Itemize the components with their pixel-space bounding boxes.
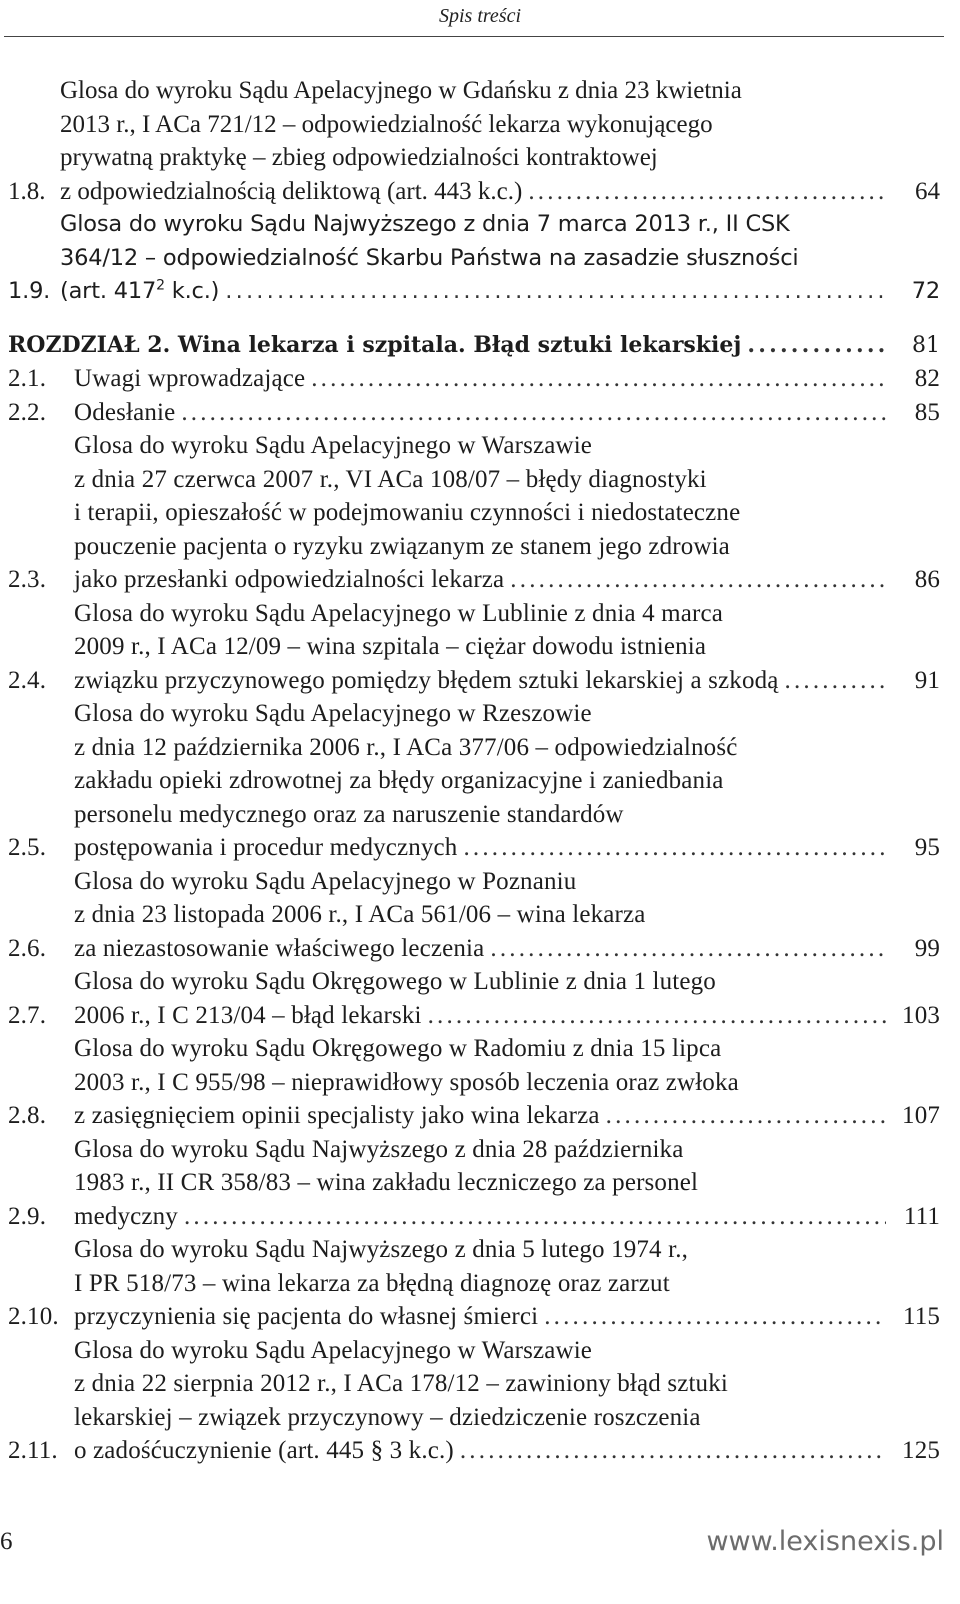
toc-entry-line: i terapii, opieszałość w podejmowaniu czynności i niedostateczne xyxy=(74,499,741,526)
dot-leader xyxy=(528,175,886,209)
toc-entry-number: 2.9. xyxy=(8,1202,47,1230)
toc-entry[interactable] xyxy=(8,597,940,698)
dot-leader xyxy=(510,563,886,597)
toc-entry[interactable] xyxy=(8,1334,940,1468)
toc-entry-line xyxy=(60,275,219,309)
dot-leader xyxy=(225,275,886,309)
toc-entry-1-9[interactable] xyxy=(8,208,940,309)
toc-entry-line: Glosa do wyroku Sądu Apelacyjnego w Gdańsku z dnia 23 kwietnia xyxy=(60,77,742,104)
toc-page-number: 81 xyxy=(912,332,940,358)
toc-entry-line: o zadośćuczynienie (art. 445 § 3 k.c.) xyxy=(74,1437,454,1464)
toc-entry-number: 2.5. xyxy=(8,834,47,861)
toc-entry-line: Glosa do wyroku Sądu Najwyższego z dnia 7 marca 2013 r., II CSK xyxy=(60,211,790,237)
toc-entry-line: Glosa do wyroku Sądu Apelacyjnego w Lublinie z dnia 4 marca xyxy=(74,599,723,627)
toc-page-number: 86 xyxy=(914,566,940,593)
toc-entry-1-8[interactable] xyxy=(8,74,940,208)
toc-entry[interactable] xyxy=(8,1133,940,1234)
toc-entry-line: Glosa do wyroku Sądu Okręgowego w Lublinie z dnia 1 lutego xyxy=(74,968,716,995)
chapter-title: ROZDZIAŁ 2. Wina lekarza i szpitala. Błąd sztuki lekarskiej xyxy=(8,331,742,358)
toc-entry-line: Glosa do wyroku Sądu Apelacyjnego w Warszawie xyxy=(74,432,593,459)
toc-entry-line: zakładu opieki zdrowotnej za błędy organizacyjne i zaniedbania xyxy=(74,767,724,794)
toc-entry-line: 2013 r., I ACa 721/12 – odpowiedzialność lekarza wykonującego xyxy=(60,110,713,138)
header-rule xyxy=(4,36,944,37)
toc-entry-number: 1.8. xyxy=(8,177,46,205)
toc-entry-line: z dnia 22 sierpnia 2012 r., I ACa 178/12 – zawiniony błąd sztuki xyxy=(74,1370,728,1397)
toc-entry-line: Glosa do wyroku Sądu Okręgowego w Radomiu z dnia 15 lipca xyxy=(74,1035,722,1062)
toc-entry-number: 1.9. xyxy=(8,278,51,304)
dot-leader xyxy=(490,932,886,966)
dot-leader xyxy=(747,329,886,363)
dot-leader xyxy=(460,1434,886,1468)
toc-page-number: 72 xyxy=(911,278,940,304)
toc-entry-text: (art. 417 xyxy=(60,278,157,304)
toc-entry-line: Glosa do wyroku Sądu Apelacyjnego w Warszawie xyxy=(74,1336,593,1364)
toc-entry-line: 1983 r., II CR 358/83 – wina zakładu leczniczego za personel xyxy=(74,1169,699,1196)
toc-entry-line: lekarskiej – związek przyczynowy – dziedziczenie roszczenia xyxy=(74,1403,701,1431)
dot-leader xyxy=(785,664,887,698)
toc-entry-line: medyczny xyxy=(74,1202,178,1230)
toc-entry-line: z dnia 12 października 2006 r., I ACa 377/06 – odpowiedzialność xyxy=(74,733,738,761)
toc-entry-line: Glosa do wyroku Sądu Apelacyjnego w Poznaniu xyxy=(74,867,577,895)
toc-entry-number: 2.6. xyxy=(8,934,47,962)
toc-entry-line: Glosa do wyroku Sądu Apelacyjnego w Rzeszowie xyxy=(74,700,592,727)
toc-entry[interactable] xyxy=(8,1233,940,1334)
toc-entry-text: k.c.) xyxy=(164,278,220,304)
toc-page-number: 111 xyxy=(903,1202,940,1230)
toc-page-number: 99 xyxy=(914,934,940,962)
toc-page-number: 103 xyxy=(902,1001,940,1029)
page-number: 6 xyxy=(0,1528,13,1555)
publisher-website[interactable]: www.lexisnexis.pl xyxy=(706,1526,944,1557)
toc-page-number: 95 xyxy=(914,834,940,861)
chapter-2-entries xyxy=(8,362,940,1468)
toc-entry-line: Glosa do wyroku Sądu Najwyższego z dnia 28 października xyxy=(74,1135,684,1163)
toc-entry-line: z zasięgnięciem opinii specjalisty jako wina lekarza xyxy=(74,1102,600,1129)
toc-entry[interactable] xyxy=(8,697,940,865)
toc-entry-number: 2.1. xyxy=(8,365,47,392)
toc-entry-line: jako przesłanki odpowiedzialności lekarza xyxy=(74,566,505,593)
toc-entry-line: personelu medycznego oraz za naruszenie standardów xyxy=(74,800,624,828)
toc-entry-line: pouczenie pacjenta o ryzyku związanym ze stanem jego zdrowia xyxy=(74,532,730,560)
dot-leader xyxy=(606,1099,886,1133)
superscript: 2 xyxy=(156,277,165,294)
toc-entry-number: 2.11. xyxy=(8,1437,58,1464)
toc-entry[interactable] xyxy=(8,362,940,396)
toc-entry-number: 2.7. xyxy=(8,1001,47,1029)
toc-entry-line: Odesłanie xyxy=(74,398,176,426)
toc-entry-line: 2006 r., I C 213/04 – błąd lekarski xyxy=(74,1001,422,1029)
toc-entry-line: z odpowiedzialnością deliktową (art. 443 k.c.) xyxy=(60,177,523,205)
toc-entry[interactable] xyxy=(8,396,940,430)
dot-leader xyxy=(181,396,886,430)
toc-page-number: 115 xyxy=(902,1303,940,1330)
toc-entry-line: związku przyczynowego pomiędzy błędem sztuki lekarskiej a szkodą xyxy=(74,666,779,694)
toc-page-number: 91 xyxy=(914,666,940,694)
toc-entry-number: 2.2. xyxy=(8,398,47,426)
toc-page-number: 82 xyxy=(914,365,940,392)
toc-entry-number: 2.10. xyxy=(8,1303,59,1330)
toc-entry-line: Uwagi wprowadzające xyxy=(74,365,306,392)
dot-leader xyxy=(184,1200,886,1234)
toc-entry[interactable] xyxy=(8,965,940,1032)
toc-entry-line: przyczynienia się pacjenta do własnej śmierci xyxy=(74,1303,539,1330)
toc-entry-line: Glosa do wyroku Sądu Najwyższego z dnia 5 lutego 1974 r., xyxy=(74,1236,688,1263)
toc-entry-line: 364/12 – odpowiedzialność Skarbu Państwa na zasadzie słuszności xyxy=(60,244,799,271)
table-of-contents xyxy=(8,74,940,1468)
chapter-heading[interactable] xyxy=(8,329,940,363)
toc-entry-number: 2.3. xyxy=(8,566,47,593)
toc-entry-line: 2003 r., I C 955/98 – nieprawidłowy sposób leczenia oraz zwłoka xyxy=(74,1068,739,1096)
dot-leader xyxy=(544,1300,886,1334)
toc-entry-line: za niezastosowanie właściwego leczenia xyxy=(74,934,485,962)
toc-page-number: 85 xyxy=(914,398,940,426)
toc-entry-line: z dnia 27 czerwca 2007 r., VI ACa 108/07 – błędy diagnostyki xyxy=(74,465,707,493)
toc-page-number: 125 xyxy=(902,1437,940,1464)
running-head: Spis treści xyxy=(438,5,522,27)
toc-entry-line: I PR 518/73 – wina lekarza za błędną diagnozę oraz zarzut xyxy=(74,1269,670,1297)
toc-entry-line: prywatną praktykę – zbieg odpowiedzialności kontraktowej xyxy=(60,144,658,171)
toc-entry-line: 2009 r., I ACa 12/09 – wina szpitala – ciężar dowodu istnienia xyxy=(74,633,707,660)
dot-leader xyxy=(428,999,886,1033)
toc-entry-number: 2.8. xyxy=(8,1102,47,1129)
toc-entry[interactable] xyxy=(8,865,940,966)
toc-entry-line: z dnia 23 listopada 2006 r., I ACa 561/06 – wina lekarza xyxy=(74,901,646,928)
toc-entry[interactable] xyxy=(8,1032,940,1133)
dot-leader xyxy=(463,831,886,865)
toc-entry[interactable] xyxy=(8,429,940,597)
toc-page-number: 107 xyxy=(902,1102,940,1129)
toc-entry-line: postępowania i procedur medycznych xyxy=(74,834,458,861)
toc-entry-number: 2.4. xyxy=(8,666,47,694)
dot-leader xyxy=(311,362,886,396)
toc-page-number: 64 xyxy=(915,177,940,205)
